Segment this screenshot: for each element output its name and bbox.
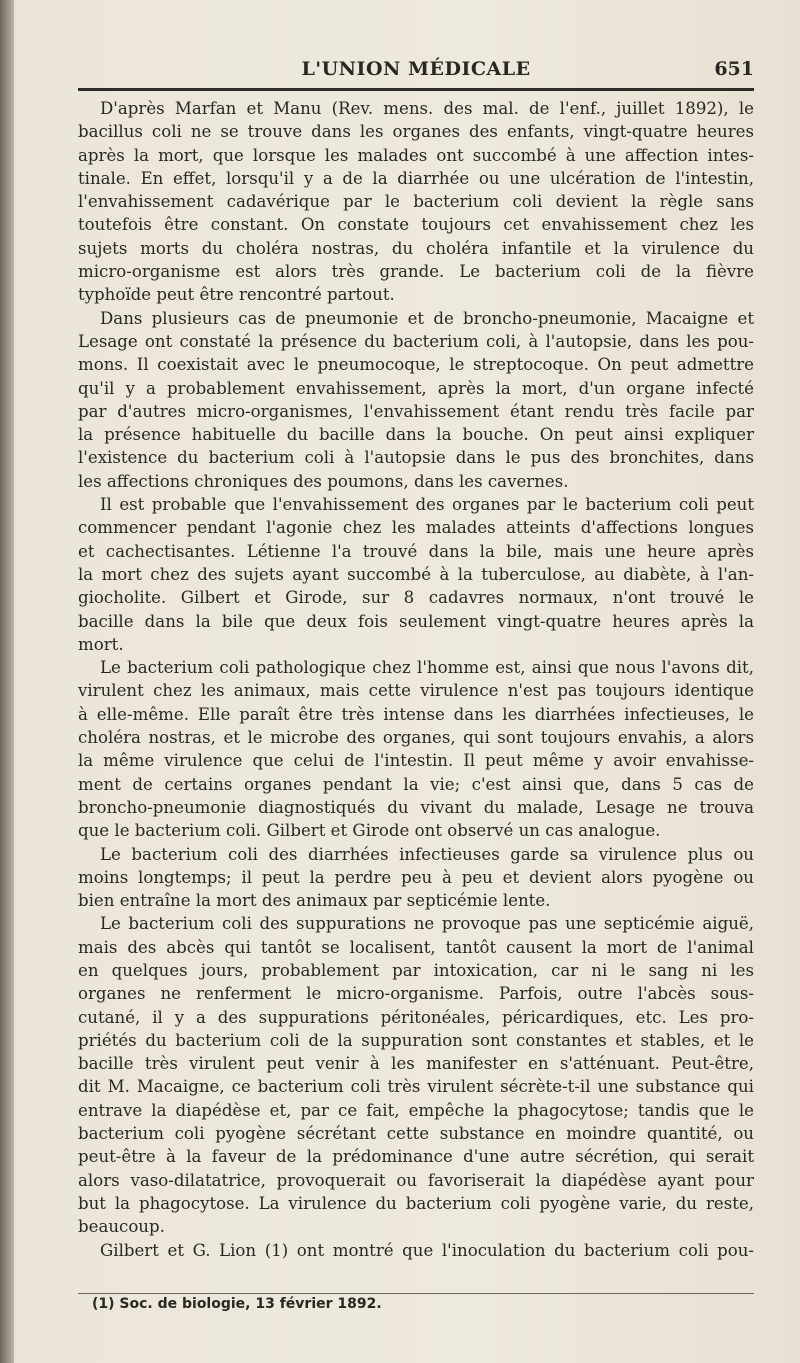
text-line: Le bacterium coli pathologique chez l'homme est, ainsi que nous l'avons dit, (100, 658, 754, 678)
text-line: organes ne renferment le micro-organisme. Parfois, outre l'abcès sous- (78, 984, 754, 1004)
paragraph (78, 912, 754, 1238)
article-body (78, 97, 754, 1262)
text-line: moins longtemps; il peut la perdre peu à peu et devient alors pyogène ou (78, 867, 754, 887)
text-line: peut-être à la faveur de la prédominance d'une autre sécrétion, qui serait (78, 1147, 754, 1167)
text-line: la présence habituelle du bacille dans la bouche. On peut ainsi expliquer (78, 425, 754, 445)
paragraph (78, 307, 754, 493)
text-line: mons. Il coexistait avec le pneumocoque, le streptocoque. On peut admettre (78, 355, 754, 375)
text-line: bacille dans la bile que deux fois seulement vingt-quatre heures après la (78, 611, 754, 631)
text-line: Lesage ont constaté la présence du bacterium coli, à l'autopsie, dans les pou- (78, 331, 754, 351)
text-line: à elle-même. Elle paraît être très intense dans les diarrhées infectieuses, le (78, 704, 754, 724)
text-line: bacterium coli pyogène sécrétant cette substance en moindre quantité, ou (78, 1124, 754, 1144)
text-line: bacille très virulent peut venir à les manifester en s'atténuant. Peut-être, (78, 1054, 754, 1074)
text-line: mais des abcès qui tantôt se localisent, tantôt causent la mort de l'animal (78, 937, 754, 957)
text-line: commencer pendant l'agonie chez les malades atteints d'affections longues (78, 518, 754, 538)
footnote: (1) Soc. de biologie, 13 février 1892. (92, 1296, 382, 1312)
text-line: alors vaso-dilatatrice, provoquerait ou favoriserait la diapédèse ayant pour (78, 1170, 754, 1190)
text-line: Dans plusieurs cas de pneumonie et de broncho-pneumonie, Macaigne et (100, 308, 754, 328)
book-spine-shadow (0, 0, 14, 1363)
text-line: ment de certains organes pendant la vie; c'est ainsi que, dans 5 cas de (78, 774, 754, 794)
text-line: que le bacterium coli. Gilbert et Girode ont observé un cas analogue. (78, 821, 661, 841)
text-line: cutané, il y a des suppurations péritonéales, péricardiques, etc. Les pro- (78, 1007, 754, 1027)
text-line: Le bacterium coli des suppurations ne provoque pas une septicémie aiguë, (100, 914, 754, 934)
paragraph (78, 493, 754, 656)
text-line: Il est probable que l'envahissement des organes par le bacterium coli peut (100, 495, 754, 515)
text-line: bien entraîne la mort des animaux par septicémie lente. (78, 891, 551, 911)
text-line: micro-organisme est alors très grande. Le bacterium coli de la fièvre (78, 262, 754, 282)
journal-title: L'UNION MÉDICALE (301, 58, 531, 80)
text-line: Le bacterium coli des diarrhées infectieuses garde sa virulence plus ou (100, 844, 754, 864)
text-line: l'envahissement cadavérique par le bacterium coli devient la règle sans (78, 192, 754, 212)
header-rule (78, 88, 754, 91)
text-line: but la phagocytose. La virulence du bacterium coli pyogène varie, du reste, (78, 1193, 754, 1213)
text-line: toutefois être constant. On constate toujours cet envahissement chez les (78, 215, 754, 235)
text-line: sujets morts du choléra nostras, du choléra infantile et la virulence du (78, 238, 754, 258)
paragraph (78, 1239, 754, 1262)
text-line: bacillus coli ne se trouve dans les organes des enfants, vingt-quatre heures (78, 122, 754, 142)
text-line: typhoïde peut être rencontré partout. (78, 285, 395, 305)
footnote-rule (78, 1293, 754, 1294)
text-line: en quelques jours, probablement par intoxication, car ni le sang ni les (78, 960, 754, 980)
paragraph (78, 843, 754, 913)
text-line: beaucoup. (78, 1217, 165, 1237)
text-line: priétés du bacterium coli de la suppuration sont constantes et stables, et le (78, 1030, 754, 1050)
text-line: qu'il y a probablement envahissement, après la mort, d'un organe infecté (78, 378, 754, 398)
text-line: dit M. Macaigne, ce bacterium coli très virulent sécrète-t-il une substance qui (78, 1077, 754, 1097)
text-line: l'existence du bacterium coli à l'autopsie dans le pus des bronchites, dans (78, 448, 754, 468)
text-line: par d'autres micro-organismes, l'envahissement étant rendu très facile par (78, 401, 754, 421)
text-line: choléra nostras, et le microbe des organes, qui sont toujours envahis, a alors (78, 728, 754, 748)
paragraph (78, 97, 754, 307)
text-line: entrave la diapédèse et, par ce fait, empêche la phagocytose; tandis que le (78, 1100, 754, 1120)
page-number: 651 (714, 58, 754, 80)
text-line: mort. (78, 634, 124, 654)
text-line: après la mort, que lorsque les malades ont succombé à une affection intes- (78, 145, 754, 165)
running-header (78, 54, 754, 90)
paragraph (78, 656, 754, 842)
text-line: Gilbert et G. Lion (1) ont montré que l'inoculation du bacterium coli pou- (100, 1240, 754, 1260)
text-line: broncho-pneumonie diagnostiqués du vivant du malade, Lesage ne trouva (78, 797, 754, 817)
text-line: D'après Marfan et Manu (Rev. mens. des mal. de l'enf., juillet 1892), le (100, 99, 754, 118)
text-line: giocholite. Gilbert et Girode, sur 8 cadavres normaux, n'ont trouvé le (78, 588, 754, 608)
text-line: tinale. En effet, lorsqu'il y a de la diarrhée ou une ulcération de l'intestin, (78, 168, 754, 188)
text-line: la mort chez des sujets ayant succombé à la tuberculose, au diabète, à l'an- (78, 564, 754, 584)
text-line: et cachectisantes. Létienne l'a trouvé dans la bile, mais une heure après (78, 541, 754, 561)
text-line: la même virulence que celui de l'intestin. Il peut même y avoir envahisse- (78, 751, 754, 771)
text-line: virulent chez les animaux, mais cette virulence n'est pas toujours identique (78, 681, 754, 701)
text-line: les affections chroniques des poumons, dans les cavernes. (78, 471, 569, 491)
